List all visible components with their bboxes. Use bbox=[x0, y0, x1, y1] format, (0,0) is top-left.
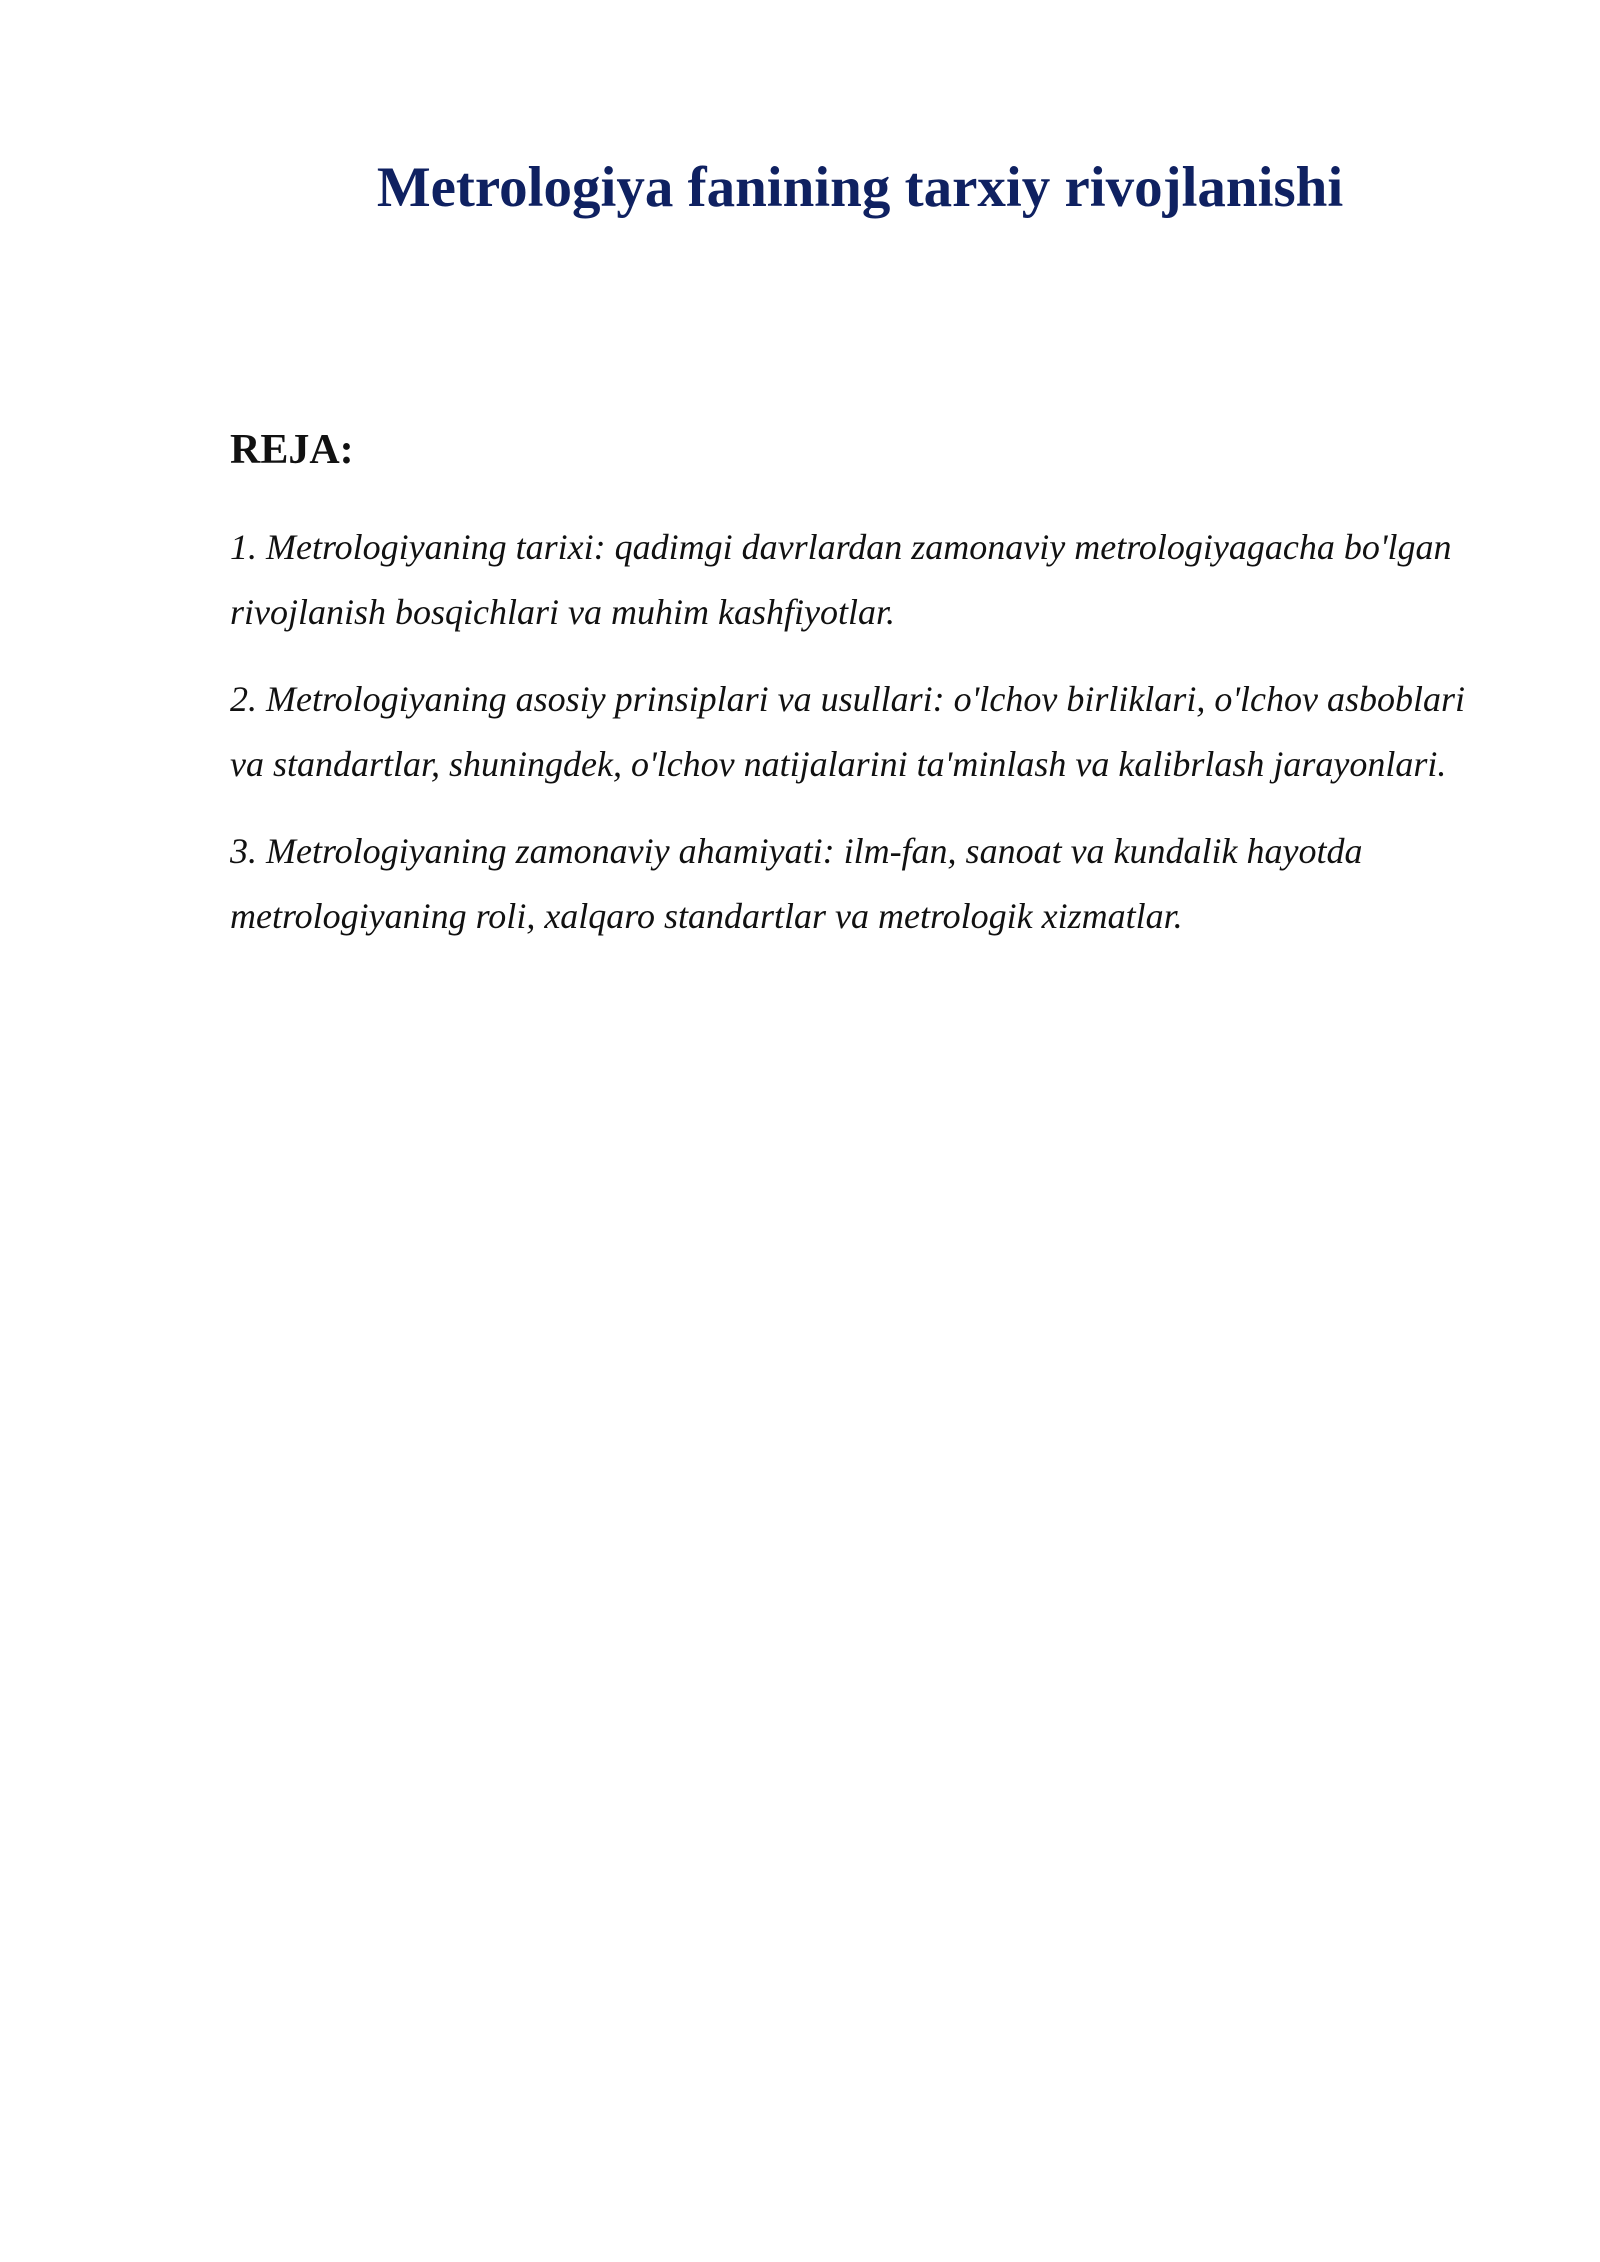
plan-item-1: 1. Metrologiyaning tarixi: qadimgi davrlardan zamonaviy metrologiyagacha bo'lgan rivojlanish bosqichlari va muhim kashfiyotlar. bbox=[230, 527, 1452, 632]
document-title: Metrologiya fanining tarxiy rivojlanishi bbox=[376, 156, 1344, 219]
plan-heading: REJA: bbox=[230, 427, 354, 473]
plan-item-2: 2. Metrologiyaning asosiy prinsiplari va usullari: o'lchov birliklari, o'lchov asboblari va standartlar, shuningdek, o'lchov natijalarini ta'minlash va kalibrlash jarayonlari. bbox=[230, 679, 1466, 784]
plan-item-3: 3. Metrologiyaning zamonaviy ahamiyati: ilm-fan, sanoat va kundalik hayotda metrologiyaning roli, xalqaro standartlar va metrologik xizmatlar. bbox=[230, 831, 1363, 936]
plan-list bbox=[230, 515, 1480, 971]
